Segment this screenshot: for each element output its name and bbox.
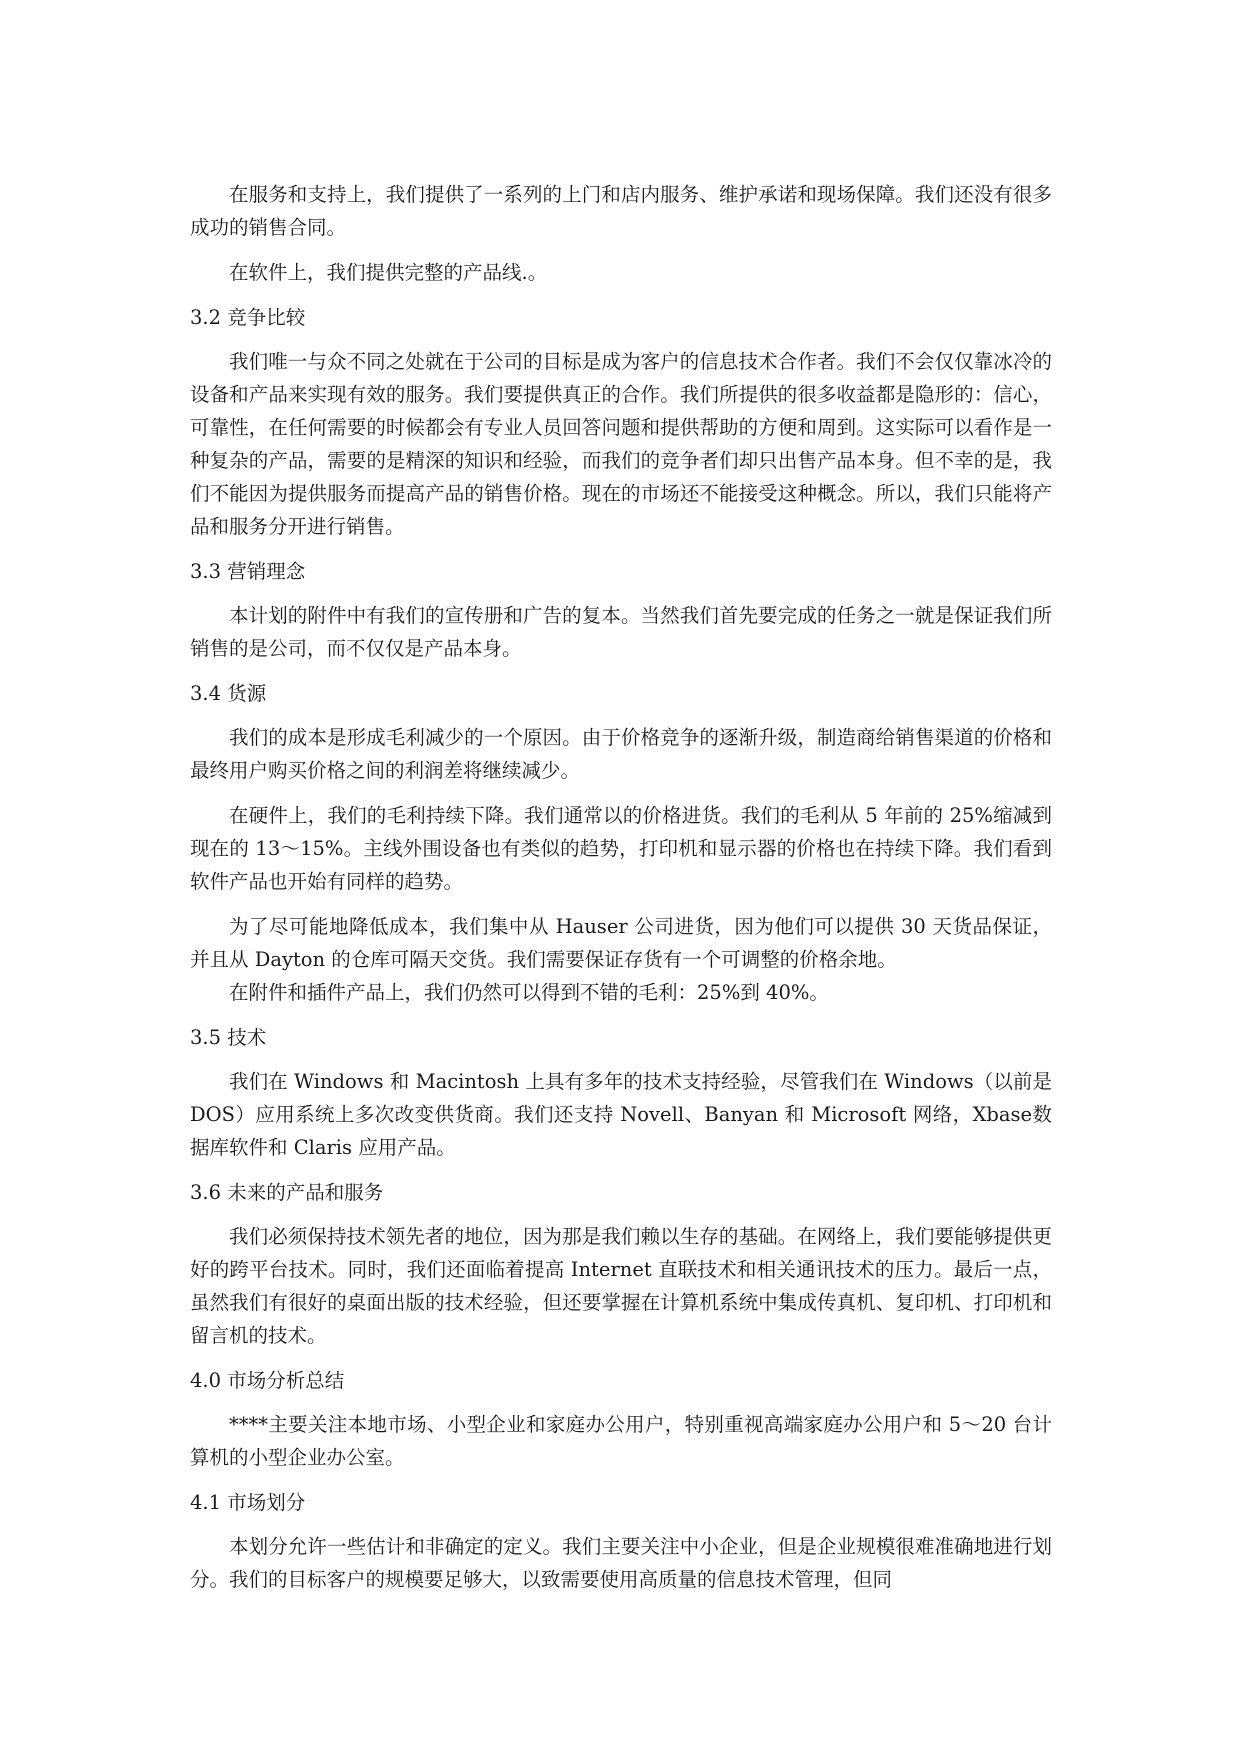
paragraph-competition: 我们唯一与众不同之处就在于公司的目标是成为客户的信息技术合作者。我们不会仅仅靠冰冷的设备和产品来实现有效的服务。我们要提供真正的合作。我们所提供的很多收益都是隐形的：信心，可靠性，在任何需要的时候都会有专业人员回答问题和提供帮助的方便和周到。这实际可以看作是一种复杂的产品，需要的是精深的知识和经验，而我们的竞争者们却只出售产品本身。但不幸的是，我们不能因为提供服务而提高产品的销售价格。现在的市场还不能接受这种概念。所以，我们只能将产品和服务分开进行销售。 <box>190 350 1052 538</box>
paragraph-software-line: 在软件上，我们提供完整的产品线.。 <box>229 261 548 284</box>
section-heading-3-2: 3.2 竞争比较 <box>190 306 306 329</box>
paragraph-accessories-margin: 在附件和插件产品上，我们仍然可以得到不错的毛利：25%到 40%。 <box>229 981 829 1004</box>
section-heading-3-5: 3.5 技术 <box>190 1026 267 1049</box>
paragraph-market-summary: ****主要关注本地市场、小型企业和家庭办公用户，特别重视高端家庭办公用户和 5～20 台计算机的小型企业办公室。 <box>190 1413 1052 1469</box>
paragraph-marketing: 本计划的附件中有我们的宣传册和广告的复本。当然我们首先要完成的任务之一就是保证我们所销售的是公司，而不仅仅是产品本身。 <box>190 604 1052 660</box>
paragraph-cost: 我们的成本是形成毛利减少的一个原因。由于价格竞争的逐渐升级，制造商给销售渠道的价格和最终用户购买价格之间的利润差将继续减少。 <box>190 726 1052 782</box>
paragraph-hardware-margin: 在硬件上，我们的毛利持续下降。我们通常以的价格进货。我们的毛利从 5 年前的 25%缩减到现在的 13～15%。主线外围设备也有类似的趋势，打印机和显示器的价格也在持续下降。我们看到软件产品也开始有同样的趋势。 <box>190 804 1052 893</box>
section-heading-3-3: 3.3 营销理念 <box>190 560 306 583</box>
section-heading-4-1: 4.1 市场划分 <box>190 1491 306 1514</box>
paragraph-service-support: 在服务和支持上，我们提供了一系列的上门和店内服务、维护承诺和现场保障。我们还没有很多成功的销售合同。 <box>190 183 1052 239</box>
section-heading-3-4: 3.4 货源 <box>190 682 267 705</box>
paragraph-future-products: 我们必须保持技术领先者的地位，因为那是我们赖以生存的基础。在网络上，我们要能够提供更好的跨平台技术。同时，我们还面临着提高 Internet 直联技术和相关通讯技术的压力。最后一点，虽然我们有很好的桌面出版的技术经验，但还要掌握在计算机系统中集成传真机、复印机、打印机和留言机的技术。 <box>190 1225 1052 1347</box>
section-heading-3-6: 3.6 未来的产品和服务 <box>190 1181 384 1204</box>
paragraph-technology: 我们在 Windows 和 Macintosh 上具有多年的技术支持经验，尽管我们在 Windows（以前是 DOS）应用系统上多次改变供货商。我们还支持 Novell、Banyan 和 Microsoft 网络，Xbase数据库软件和 Claris 应用产品。 <box>190 1070 1052 1159</box>
paragraph-market-segmentation: 本划分允许一些估计和非确定的定义。我们主要关注中小企业，但是企业规模很难准确地进行划分。我们的目标客户的规模要足够大，以致需要使用高质量的信息技术管理，但同 <box>190 1535 1052 1591</box>
paragraph-suppliers: 为了尽可能地降低成本，我们集中从 Hauser 公司进货，因为他们可以提供 30 天货品保证，并且从 Dayton 的仓库可隔天交货。我们需要保证存货有一个可调整的价格余地。 <box>190 915 1052 971</box>
document-page <box>190 178 1052 1608</box>
section-heading-4-0: 4.0 市场分析总结 <box>190 1369 345 1392</box>
